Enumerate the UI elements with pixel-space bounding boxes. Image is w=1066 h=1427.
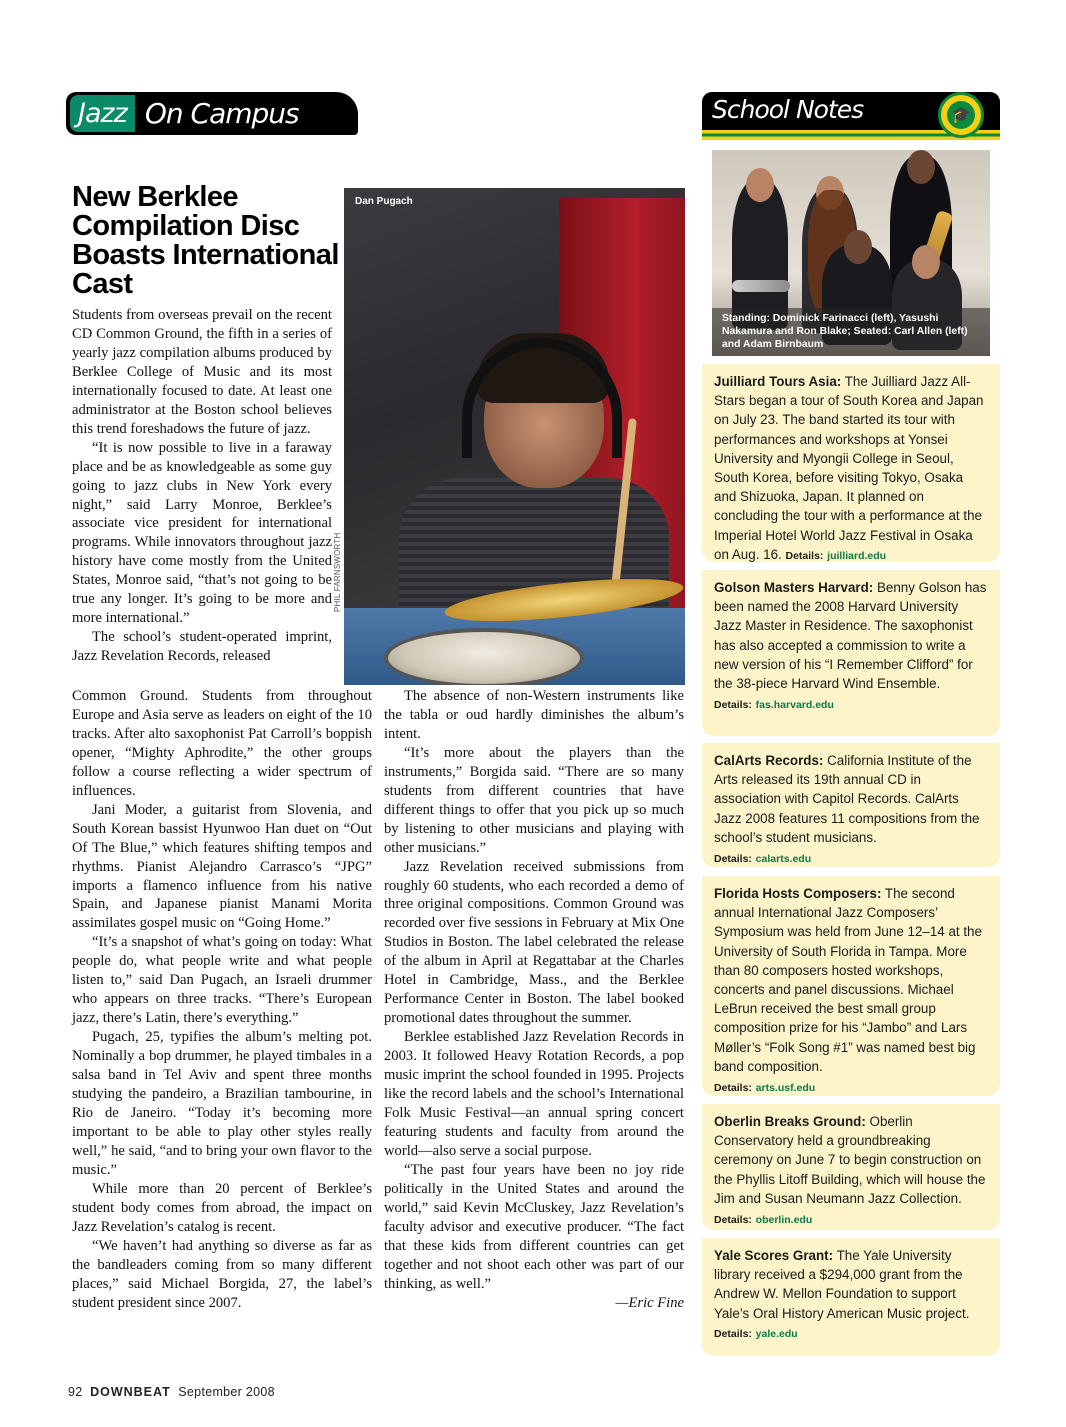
page-footer: [68, 1385, 275, 1399]
note-text: The Juilliard Jazz All-Stars began a tour of South Korea and Japan on July 23. The band started its tour with performances and workshops at Yonsei University and Myongii College in Seoul, South Korea, before visiting Tokyo, Osaka and Shizuoka, Japan. It planned on concluding the tour with a performance at the Imperial Hotel World Jazz Festival in Osaka on Aug. 16.: [714, 374, 984, 562]
paragraph: “It’s a snapshot of what’s going on today: What people do, what people write and what people listen to,” said Dan Pugach, an Israeli drummer who appears on three tracks. “There’s European jazz, there’s Latin, there’s everything.”: [72, 934, 372, 1027]
school-note: [702, 876, 1000, 1096]
paragraph: “It is now possible to live in a faraway place and be as knowledgeable as some guy going to jazz clubs in New York every night,” said Larry Monroe, Berklee’s associate vice president for international programs. While innovators throughout jazz history have come mostly from the United States, Monroe said, “that’s not going to be true any longer. It’s going to be more and more international.”: [72, 439, 332, 627]
article-column-2: [384, 687, 684, 1312]
note-details-label: Details:: [714, 1214, 752, 1227]
note-heading: Yale Scores Grant:: [714, 1248, 834, 1263]
note-url[interactable]: juilliard.edu: [827, 549, 887, 562]
paragraph: Berklee established Jazz Revelation Records in 2003. It followed Heavy Rotation Records, a pop music imprint the school founded in 1995. Projects like the record labels and the school’s International Folk Music Festival—an annual spring concert featuring students and faculty from around the world—also serve a social purpose.: [384, 1029, 684, 1159]
paragraph: “The past four years have been no joy ride politically in the United States and around the world,” said Kevin McCluskey, Jazz Revelation’s faculty advisor and executive producer. “The fact that these kids from different countries can get together and not shoot each other was part of our thinking, as well.”: [384, 1161, 684, 1292]
note-heading: CalArts Records:: [714, 753, 824, 768]
school-notes-title: School Notes: [712, 95, 864, 124]
note-url[interactable]: oberlin.edu: [755, 1214, 813, 1227]
banner-on-campus: On Campus: [144, 97, 299, 130]
article-headline: New Berklee Compilation Disc Boasts International Cast: [72, 181, 339, 300]
note-text: The second annual International Jazz Composers’ Symposium was held from June 12–14 at the University of South Florida in Tampa. More than 80 composers hosted workshops, concerts and panel discussions. Michael LeBrun received the best small group composition prize for his “Jambo” and Lars Møller’s “Folk Song #1” was named best big band composition.: [714, 886, 982, 1074]
paragraph: Jani Moder, a guitarist from Slovenia, and South Korean bassist Hyunwoo Han duet on “Out Of The Blue,” which features shifting tempos and rhythms. Pianist Alejandro Carrasco’s “JPG” imports a flamenco influence from his native Spain, and Japanese pianist Manami Morita assimilates gospel music on “Going Home.”: [72, 801, 372, 932]
paragraph: Pugach, 25, typifies the album’s melting pot. Nominally a bop drummer, he played timbales in a salsa band in Tel Aviv and spent three months studying the pandeiro, a Brazilian tambourine, in Rio de Janeiro. “Today it’s becoming more important to be able to play other styles really well,” he said, “and to bring your own flavor to the music.”: [72, 1029, 372, 1178]
note-details-label: Details:: [714, 1082, 752, 1095]
magazine-name: DOWNBEAT: [90, 1385, 171, 1399]
issue-date: September 2008: [178, 1385, 275, 1399]
photo-dan-pugach: [344, 188, 685, 685]
paragraph: “We haven’t had anything so diverse as far as the bandleaders coming from so many different places,” said Michael Borgida, 27, the label’s student president since 2007.: [72, 1237, 372, 1311]
section-banner: [66, 92, 358, 135]
note-details-label: Details:: [714, 699, 752, 712]
note-text: The Yale University library received a $294,000 grant from the Andrew W. Mellon Foundation to support Yale’s Oral History American Music project.: [714, 1248, 970, 1321]
article-column-1-bottom: [72, 687, 372, 1312]
photo-label: Dan Pugach: [355, 196, 413, 207]
school-note: [702, 364, 1000, 562]
article-byline: —Eric Fine: [615, 1294, 684, 1311]
note-url[interactable]: arts.usf.edu: [755, 1082, 816, 1095]
photo-credit: PHIL FARNSWORTH: [333, 532, 342, 612]
note-url[interactable]: yale.edu: [755, 1327, 798, 1340]
note-text: California Institute of the Arts released its 19th annual CD in association with Capitol Records. CalArts Jazz 2008 features 11 compositions from the school’s student musicians.: [714, 753, 980, 845]
note-heading: Juilliard Tours Asia:: [714, 374, 842, 389]
paragraph: Common Ground. Students from throughout Europe and Asia serve as leaders on eight of the 10 tracks. After alto saxophonist Pat Carroll’s boppish opener, “Mighty Aphrodite,” the other groups follow a course reflecting a wider spectrum of influences.: [72, 688, 372, 799]
paragraph: Students from overseas prevail on the recent CD Common Ground, the fifth in a series of yearly jazz compilation albums produced by Berklee College of Music and its most internationally focused to date. At least one administrator at the Boston school believes this trend foreshadows the future of jazz.: [72, 307, 332, 437]
photo-caption: Standing: Dominick Farinacci (left), Yasushi Nakamura and Ron Blake; Seated: Carl Allen (left) and Adam Birnbaum: [712, 308, 990, 356]
paragraph: The absence of non-Western instruments like the tabla or oud hardly diminishes the album’s intent.: [384, 688, 684, 742]
note-details-label: Details:: [714, 1327, 752, 1340]
note-url[interactable]: fas.harvard.edu: [755, 699, 834, 712]
paragraph: Jazz Revelation received submissions from roughly 60 students, who each recorded a demo of three original compositions. Common Ground was recorded over five sessions in February at Mix One Studios in Boston. The label celebrated the release of the album in April at Regattabar at the Charles Hotel in Cambridge, Mass., and the Berklee Performance Center in Boston. The label booked promotional dates throughout the summer.: [384, 858, 684, 1027]
banner-jazz: Jazz: [70, 95, 135, 132]
paragraph: While more than 20 percent of Berklee’s student body comes from abroad, the impact on Jazz Revelation’s catalog is recent.: [72, 1180, 372, 1235]
note-details-label: Details:: [714, 853, 752, 866]
paragraph: “It’s more about the players than the instruments,” Borgida said. “There are so many students from different countries that have different things to offer that you pick up so much by listening to other musicians and playing with other musicians.”: [384, 744, 684, 856]
article-column-1-top: [72, 306, 332, 666]
school-note: [702, 1238, 1000, 1356]
note-details-label: Details:: [785, 549, 824, 562]
school-note: [702, 570, 1000, 736]
school-note: [702, 1104, 1000, 1230]
note-heading: Golson Masters Harvard:: [714, 580, 874, 595]
paragraph: The school’s student-operated imprint, Jazz Revelation Records, released: [72, 629, 332, 665]
school-note: [702, 743, 1000, 867]
page-number: 92: [68, 1385, 83, 1399]
note-url[interactable]: calarts.edu: [755, 853, 812, 866]
note-text: Oberlin Conservatory held a groundbreaking ceremony on June 7 to begin construction on the Phyllis Litoff Building, which will house the Jim and Susan Neumann Jazz Collection.: [714, 1114, 986, 1206]
note-heading: Florida Hosts Composers:: [714, 886, 882, 901]
note-heading: Oberlin Breaks Ground:: [714, 1114, 866, 1129]
graduation-cap-icon: 🎓: [938, 92, 984, 138]
note-text: Benny Golson has been named the 2008 Harvard University Jazz Master in Residence. The saxophonist has also accepted a commission to write a new version of his “I Remember Clifford” for the 38-piece Harvard Wind Ensemble.: [714, 580, 987, 692]
